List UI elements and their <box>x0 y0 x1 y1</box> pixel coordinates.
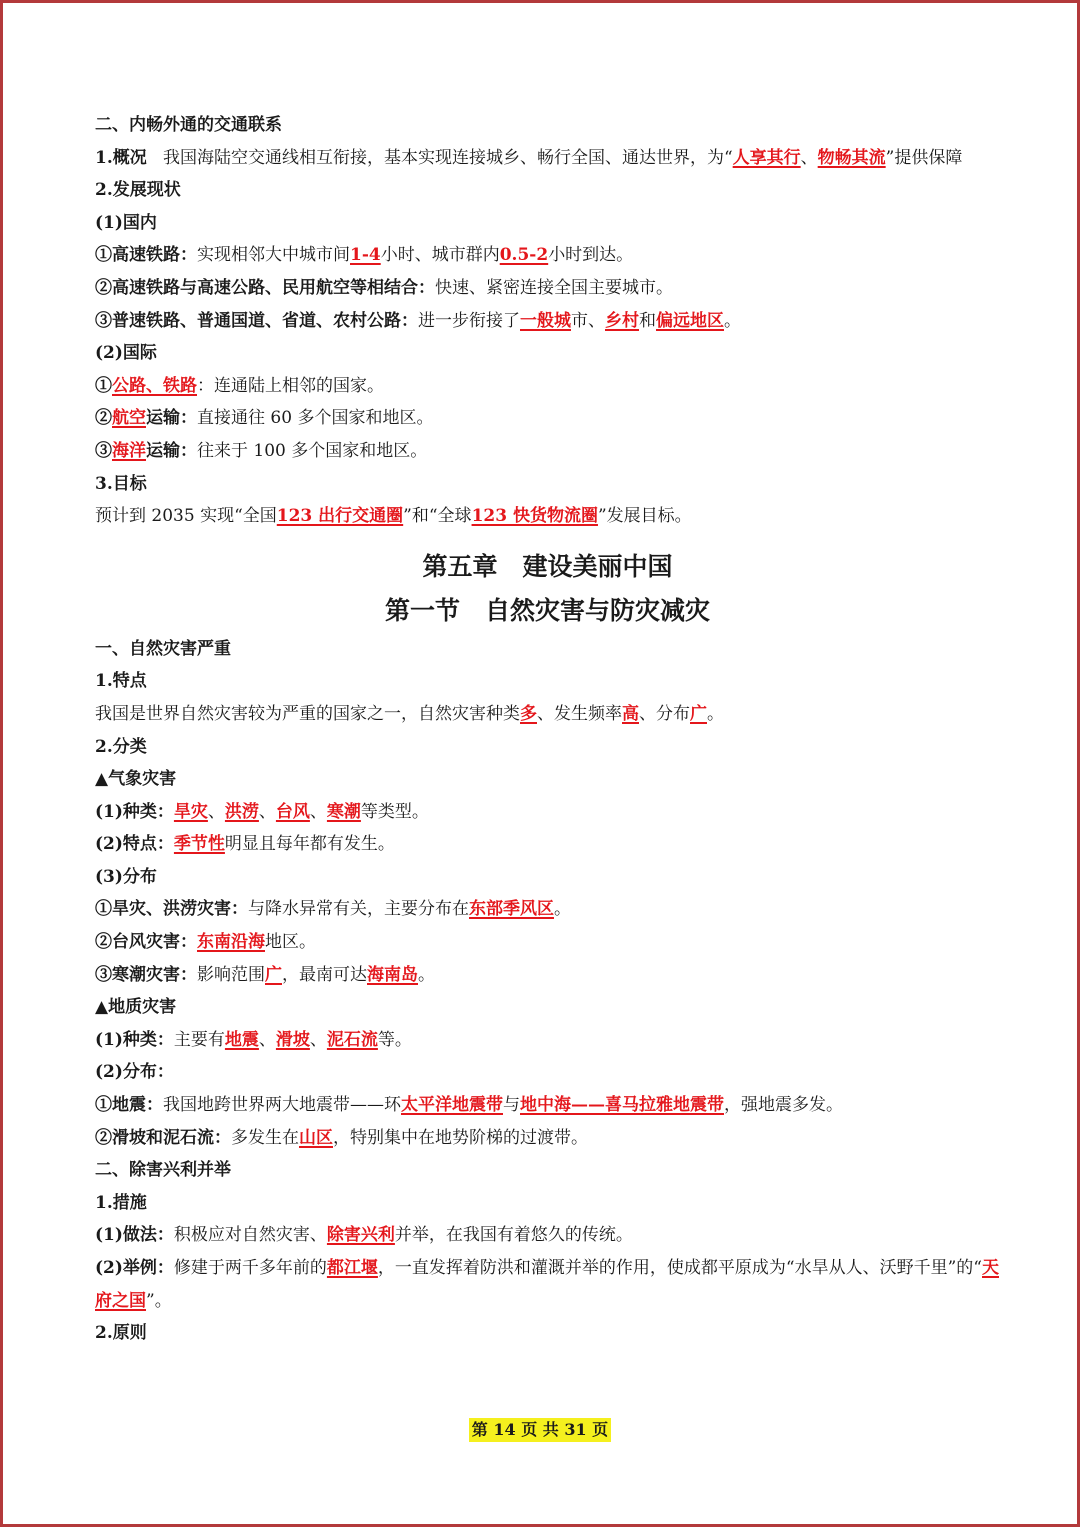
goal-label: 3.目标 <box>95 473 147 494</box>
highlight-term: 山区 <box>299 1127 333 1148</box>
geo-dist-1: ①地震：我国地跨世界两大地震带——环太平洋地震带与地中海——喜马拉雅地震带，强地震多发。 <box>95 1095 843 1116</box>
highlight-term: 偏远地区 <box>656 310 724 331</box>
page-number: 第 14 页 共 31 页 <box>469 1418 611 1442</box>
meteo-dist-2: ②台风灾害：东南沿海地区。 <box>95 932 316 953</box>
principle-label: 2.原则 <box>95 1323 147 1344</box>
highlight-term: 天府之国 <box>95 1258 999 1311</box>
feature-text: 我国是世界自然灾害较为严重的国家之一，自然灾害种类多、发生频率高、分布广。 <box>95 703 724 724</box>
highlight-term: 广 <box>265 964 282 985</box>
highlight-term: 多 <box>520 703 537 724</box>
highlight-term: 广 <box>690 703 707 724</box>
domestic-item-3: ③普速铁路、普通国道、省道、农村公路：进一步衔接了一般城市、乡村和偏远地区。 <box>95 310 741 331</box>
meteo-label: ▲气象灾害 <box>95 769 177 790</box>
highlight-term: 公路、铁路 <box>112 375 197 396</box>
highlight-term: 海洋 <box>112 440 146 461</box>
meteo-item-1: (1)种类：旱灾、洪涝、台风、寒潮等类型。 <box>95 801 429 822</box>
highlight-term: 太平洋地震带 <box>401 1095 503 1116</box>
meteo-dist-3: ③寒潮灾害：影响范围广，最南可达海南岛。 <box>95 964 435 985</box>
highlight-term: 一般城 <box>520 310 571 331</box>
feature-label: 1.特点 <box>95 671 147 692</box>
page-footer <box>3 1418 1077 1442</box>
intl-item-2: ②航空运输：直接通往 60 多个国家和地区。 <box>95 408 434 429</box>
highlight-term: 季节性 <box>173 834 225 855</box>
document-body <box>95 109 1000 1350</box>
chapter-title: 第五章 建设美丽中国 <box>422 551 673 581</box>
highlight-term: 寒潮 <box>326 801 361 822</box>
geo-label: ▲地质灾害 <box>95 997 177 1018</box>
goal-text: 预计到 2035 实现“全国123 出行交通圈”和“全球123 快货物流圈”发展目标。 <box>95 506 692 527</box>
highlight-term: 泥石流 <box>326 1029 378 1050</box>
highlight-term: 0.5-2 <box>499 245 549 266</box>
overview-label: 1.概况 <box>95 147 147 168</box>
geo-dist-2: ②滑坡和泥石流：多发生在山区，特别集中在地势阶梯的过渡带。 <box>95 1127 588 1148</box>
heading-benefit: 二、除害兴利并举 <box>95 1160 231 1181</box>
highlight-term: 航空 <box>112 408 146 429</box>
highlight-term: 地震 <box>224 1029 259 1050</box>
measure-item-2: (2)举例：修建于两千多年前的都江堰，一直发挥着防洪和灌溉并举的作用，使成都平原成为“水旱从人、沃野千里”的“天府之国”。 <box>95 1258 999 1311</box>
geo-distribution-label: (2)分布： <box>95 1062 174 1083</box>
highlight-term: 地中海——喜马拉雅地震带 <box>520 1095 724 1116</box>
highlight-term: 123 出行交通圈 <box>276 506 404 527</box>
highlight-term: 台风 <box>275 801 310 822</box>
highlight-term: 123 快货物流圈 <box>471 506 598 527</box>
intl-item-3: ③海洋运输：往来于 100 多个国家和地区。 <box>95 440 428 461</box>
class-label: 2.分类 <box>95 736 147 757</box>
highlight-term: 物畅其流 <box>817 147 886 168</box>
highlight-term: 东部季风区 <box>469 899 554 920</box>
intl-label: (2)国际 <box>95 343 157 364</box>
highlight-term: 除害兴利 <box>326 1225 395 1246</box>
measure-label: 1.措施 <box>95 1192 147 1213</box>
highlight-term: 乡村 <box>605 310 639 331</box>
highlight-term: 高 <box>622 703 639 724</box>
highlight-term: 人享其行 <box>732 147 801 168</box>
domestic-item-1: ①高速铁路：实现相邻大中城市间1-4小时、城市群内0.5-2小时到达。 <box>95 245 634 266</box>
meteo-distribution-label: (3)分布 <box>95 866 157 887</box>
measure-item-1: (1)做法：积极应对自然灾害、除害兴利并举，在我国有着悠久的传统。 <box>95 1225 633 1246</box>
domestic-label: (1)国内 <box>95 212 157 233</box>
highlight-term: 1-4 <box>350 245 381 266</box>
highlight-term: 滑坡 <box>275 1029 310 1050</box>
highlight-term: 海南岛 <box>367 964 418 985</box>
meteo-item-2: (2)特点：季节性明显且每年都有发生。 <box>95 834 395 855</box>
overview-paragraph: 1.概况 我国海陆空交通线相互衔接，基本实现连接城乡、畅行全国、通达世界，为“人享其行、物畅其流”提供保障 <box>95 147 963 168</box>
section-title: 第一节 自然灾害与防灾减灾 <box>384 595 710 625</box>
meteo-dist-1: ①旱灾、洪涝灾害：与降水异常有关，主要分布在东部季风区。 <box>95 899 571 920</box>
intl-item-1: ①公路、铁路：连通陆上相邻的国家。 <box>95 375 384 396</box>
highlight-term: 旱灾 <box>173 801 208 822</box>
highlight-term: 东南沿海 <box>197 932 265 953</box>
status-label: 2.发展现状 <box>95 180 181 201</box>
domestic-item-2: ②高速铁路与高速公路、民用航空等相结合：快速、紧密连接全国主要城市。 <box>95 277 673 298</box>
heading-transport: 二、内畅外通的交通联系 <box>95 115 282 135</box>
highlight-term: 都江堰 <box>326 1258 378 1278</box>
geo-item-1: (1)种类：主要有地震、滑坡、泥石流等。 <box>95 1029 412 1050</box>
highlight-term: 洪涝 <box>224 801 259 822</box>
heading-disasters: 一、自然灾害严重 <box>95 638 231 659</box>
